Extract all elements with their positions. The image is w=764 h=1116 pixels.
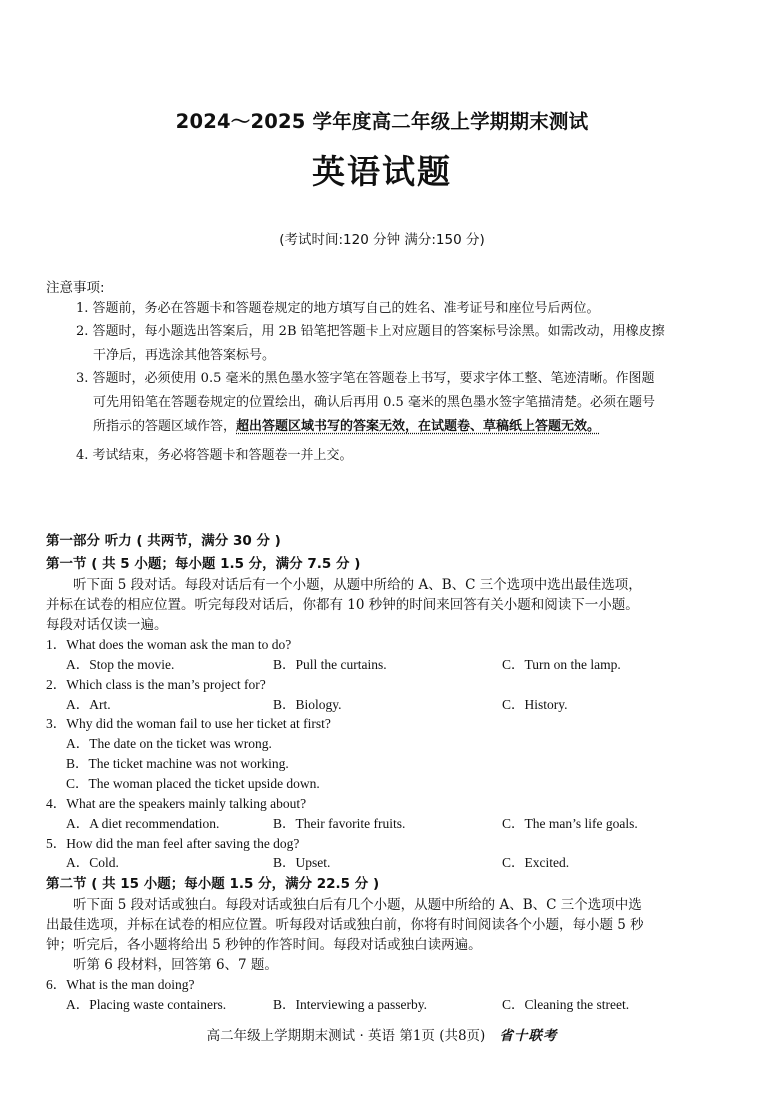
question-6-option-c: C．Cleaning the street. [502,997,630,1012]
question-5-option-c: C．Excited. [502,855,570,870]
notice-item-2-line-2: 干净后，再选涂其他答案标号。 [93,348,276,363]
question-6-option-a: A．Placing waste containers. [66,997,227,1012]
question-6-option-b: B．Interviewing a passerby. [273,997,427,1012]
notice-emphasis: 超出答题区域书写的答案无效，在试题卷、草稿纸上答题无效。 [236,419,601,434]
notice-item-3-line-2: 可先用铅笔在答题卷规定的位置绘出，确认后再用 0.5 毫米的黑色墨水签字笔描清楚。必须在题号 [93,395,655,410]
question-4-stem: 4．What are the speakers mainly talking about? [46,796,307,811]
question-3-option-b: B．The ticket machine was not working. [66,756,289,771]
notice-item-3-line-3 [93,415,600,434]
question-3-stem: 3．Why did the woman fail to use her ticket at first? [46,716,331,731]
question-2-stem: 2．Which class is the man’s project for? [46,677,266,692]
notice-item-3-line-3-start: 所指示的答题区域作答， [93,419,237,434]
question-1-option-c: C．Turn on the lamp. [502,657,621,672]
question-2-option-a: A．Art. [66,697,111,712]
exam-time-info: (考试时间:120 分钟 满分:150 分) [279,232,485,248]
question-2-option-c: C．History. [502,697,568,712]
section2-instructions-line-1: 听下面 5 段对话或独白。每段对话或独白后有几个小题，从题中所给的 A、B、C 三个选项中选 [73,897,642,913]
material-6-instruction: 听第 6 段材料，回答第 6、7 题。 [73,957,278,973]
notice-item-2-line-1: 2. 答题时，每小题选出答案后，用 2B 铅笔把答题卡上对应题目的答案标号涂黑。如需改动，用橡皮擦 [76,324,665,339]
section1-instructions-line-1: 听下面 5 段对话。每段对话后有一个小题，从题中所给的 A、B、C 三个选项中选出最佳选项， [73,577,642,593]
question-2-option-b: B．Biology. [273,697,342,712]
question-6-stem: 6．What is the man doing? [46,977,195,992]
notice-item-3-line-1: 3. 答题时，必须使用 0.5 毫米的黑色墨水签字笔在答题卷上书写，要求字体工整、笔迹清晰。作图题 [76,371,655,386]
question-5-stem: 5．How did the man feel after saving the dog? [46,836,300,851]
section1-instructions-line-2: 并标在试卷的相应位置。听完每段对话后，你都有 10 秒钟的时间来回答有关小题和阅读下一小题。 [46,597,639,613]
section2-heading: 第二节 ( 共 15 小题；每小题 1.5 分，满分 22.5 分 ) [46,876,380,892]
section2-instructions-line-3: 钟；听完后，各小题将给出 5 秒钟的作答时间。每段对话或独白读两遍。 [46,937,482,953]
exam-subject: 英语试题 [312,152,452,191]
question-4-option-a: A．A diet recommendation. [66,816,220,831]
section1-heading: 第一节 ( 共 5 小题；每小题 1.5 分，满分 7.5 分 ) [46,556,361,572]
question-3-option-a: A．The date on the ticket was wrong. [66,736,272,751]
part1-heading: 第一部分 听力 ( 共两节，满分 30 分 ) [46,533,281,549]
question-5-option-a: A．Cold. [66,855,119,870]
footer-text: 高二年级上学期期末测试 · 英语 第1页 (共8页) [206,1028,486,1044]
section1-instructions-line-3: 每段对话仅读一遍。 [46,617,168,633]
notice-heading: 注意事项: [46,280,105,296]
question-3-option-c: C．The woman placed the ticket upside down. [66,776,320,791]
section2-instructions-line-2: 出最佳选项，并标在试卷的相应位置。听每段对话或独白前，你将有时间阅读各个小题，每小题 5 秒 [46,917,644,933]
question-4-option-b: B．Their favorite fruits. [273,816,406,831]
question-1-option-b: B．Pull the curtains. [273,657,387,672]
notice-item-4: 4. 考试结束，务必将答题卡和答题卷一并上交。 [76,448,353,463]
notice-item-1: 1. 答题前，务必在答题卡和答题卷规定的地方填写自己的姓名、准考证号和座位号后两位。 [76,301,600,316]
page-footer [0,1024,764,1044]
question-1-stem: 1．What does the woman ask the man to do? [46,637,292,652]
question-1-option-a: A．Stop the movie. [66,657,175,672]
question-5-option-b: B．Upset. [273,855,331,870]
question-4-option-c: C．The man’s life goals. [502,816,638,831]
footer-brand: 省十联考 [499,1028,558,1044]
exam-title: 2024～2025 学年度高二年级上学期期末测试 [175,110,589,133]
